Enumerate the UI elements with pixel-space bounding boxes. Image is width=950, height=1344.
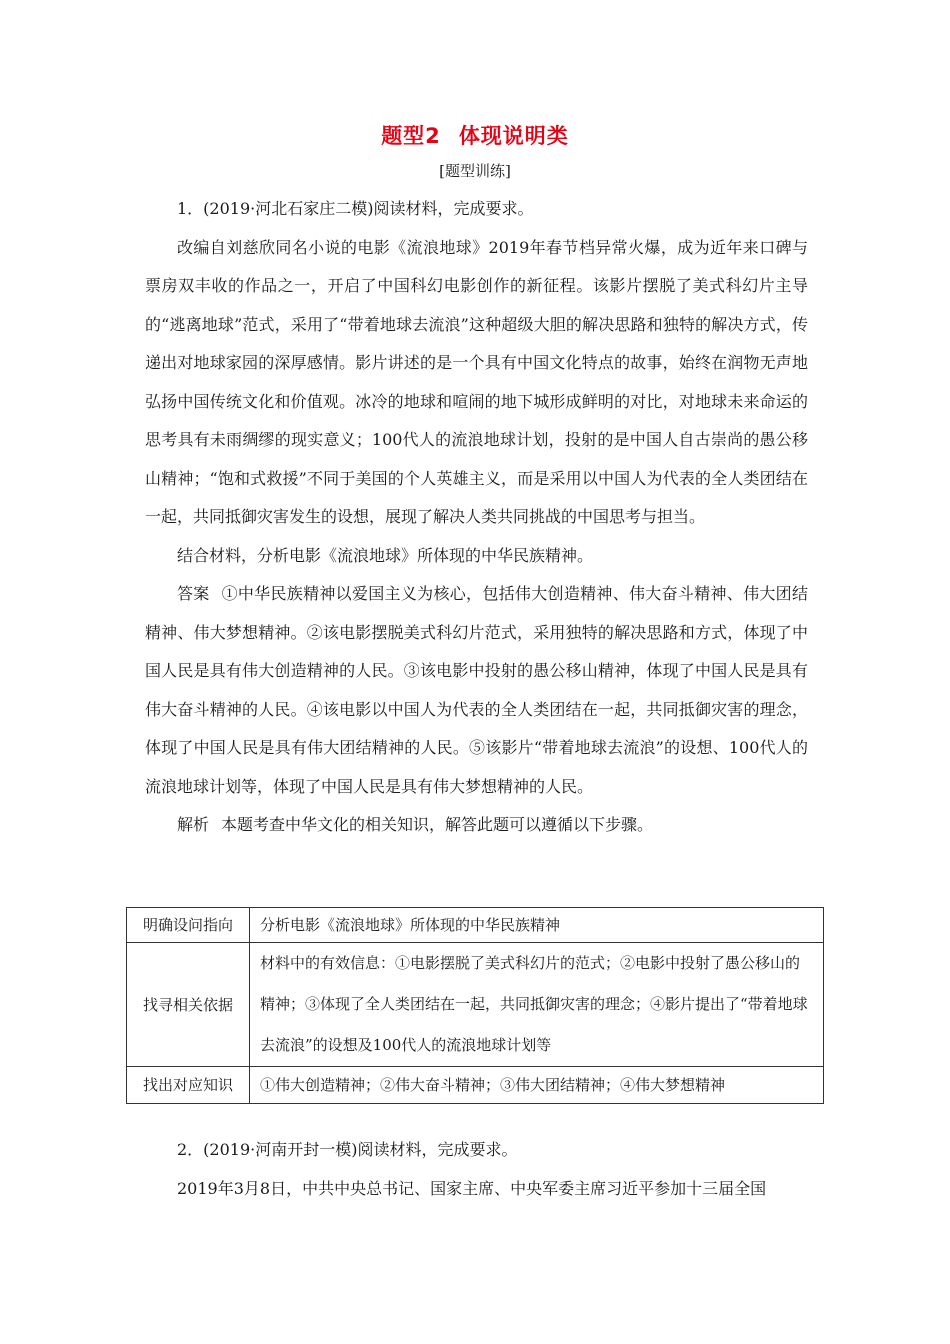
question-2-material: 2019年3月8日，中共中央总书记、国家主席、中央军委主席习近平参加十三届全国 — [177, 1178, 767, 1198]
question-1-requirement: 结合材料，分析电影《流浪地球》所体现的中华民族精神。 — [177, 545, 594, 565]
table-row — [127, 943, 824, 1067]
answer-label: 答案 — [177, 584, 210, 603]
section-subtitle: [题型训练] — [439, 162, 511, 180]
analysis-text: 本题考查中华文化的相关知识，解答此题可以遵循以下步骤。 — [221, 815, 654, 834]
table-row-head: 找寻相关依据 — [127, 943, 250, 1067]
question-2 — [145, 1131, 808, 1208]
analysis-table — [126, 907, 824, 1104]
question-1-answer — [145, 575, 808, 806]
question-1 — [145, 190, 808, 845]
question-1-analysis — [145, 806, 808, 845]
table-row-content: ①伟大创造精神；②伟大奋斗精神；③伟大团结精神；④伟大梦想精神 — [250, 1067, 824, 1104]
table-row — [127, 1067, 824, 1104]
section-title-text: 体现说明类 — [458, 124, 569, 148]
table-row-content: 分析电影《流浪地球》所体现的中华民族精神 — [250, 908, 824, 943]
table-row-content: 材料中的有效信息：①电影摆脱了美式科幻片的范式；②电影中投射了愚公移山的精神；③体现了全人类团结在一起，共同抵御灾害的理念；④影片提出了“带着地球去流浪”的设想及100代人的流浪地球计划等 — [250, 943, 824, 1067]
section-title-number: 题型2 — [381, 124, 441, 148]
analysis-label: 解析 — [177, 815, 210, 834]
answer-text: ①中华民族精神以爱国主义为核心，包括伟大创造精神、伟大奋斗精神、伟大团结精神、伟大梦想精神。②该电影摆脱美式科幻片范式，采用独特的解决思路和方式，体现了中国人民是具有伟大创造精神的人民。③该电影中投射的愚公移山精神，体现了中国人民是具有伟大奋斗精神的人民。④该电影以中国人为代表的全人类团结在一起，共同抵御灾害的理念，体现了中国人民是具有伟大团结精神的人民。⑤该影片“带着地球去流浪”的设想、100代人的流浪地球计划等，体现了中国人民是具有伟大梦想精神的人民。 — [145, 584, 808, 796]
table-row — [127, 908, 824, 943]
question-1-heading: 1．(2019·河北石家庄二模)阅读材料，完成要求。 — [177, 199, 534, 218]
table-row-head: 找出对应知识 — [127, 1067, 250, 1104]
table-row-head: 明确设问指向 — [127, 908, 250, 943]
section-title — [0, 120, 950, 150]
question-1-material: 改编自刘慈欣同名小说的电影《流浪地球》2019年春节档异常火爆，成为近年来口碑与票房双丰收的作品之一，开启了中国科幻电影创作的新征程。该影片摆脱了美式科幻片主导的“逃离地球”范式，采用了“带着地球去流浪”这种超级大胆的解决思路和独特的解决方式，传递出对地球家园的深厚感情。影片讲述的是一个具有中国文化特点的故事，始终在润物无声地弘扬中国传统文化和价值观。冰冷的地球和喧闹的地下城形成鲜明的对比，对地球未来命运的思考具有未雨绸缪的现实意义；100代人的流浪地球计划，投射的是中国人自古崇尚的愚公移山精神；“饱和式救援”不同于美国的个人英雄主义，而是采用以中国人为代表的全人类团结在一起，共同抵御灾害发生的设想，展现了解决人类共同挑战的中国思考与担当。 — [145, 237, 808, 526]
question-2-heading: 2．(2019·河南开封一模)阅读材料，完成要求。 — [177, 1140, 518, 1159]
